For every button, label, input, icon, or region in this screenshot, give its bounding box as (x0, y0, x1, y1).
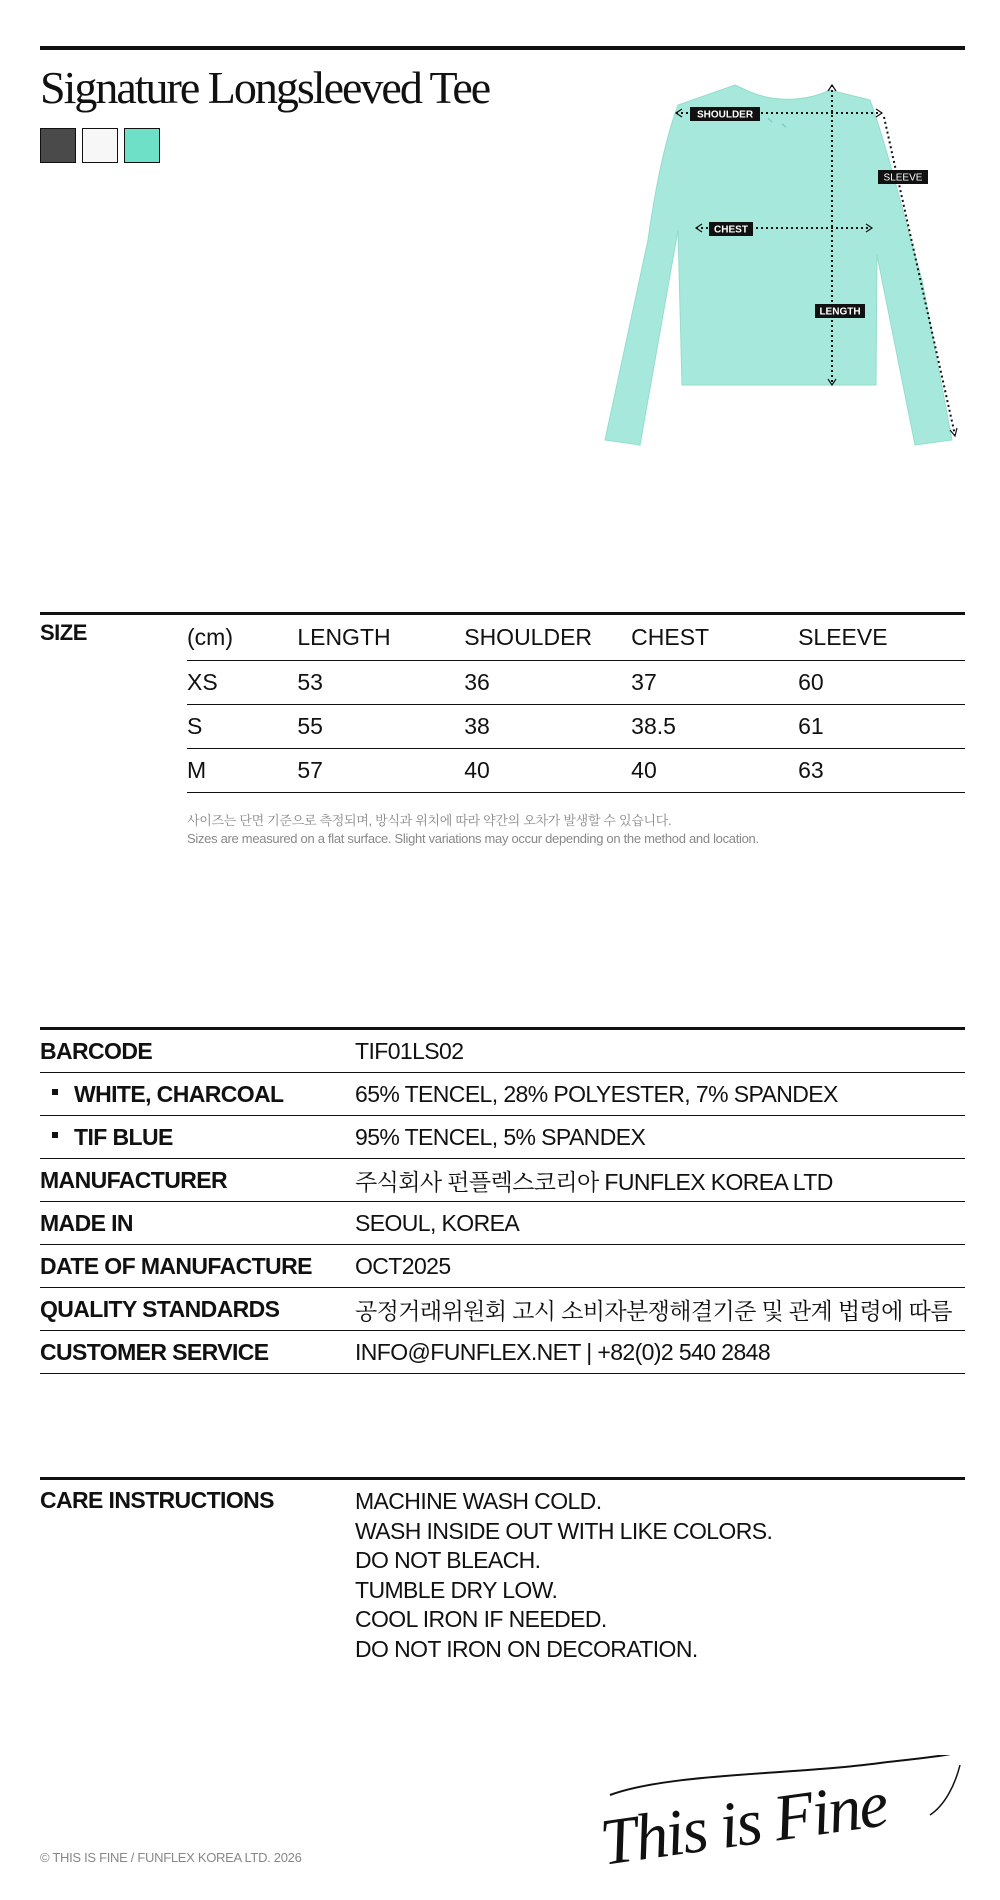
spec-key: QUALITY STANDARDS (40, 1295, 280, 1322)
shoulder-value: 40 (464, 757, 490, 783)
product-spec-table (40, 1030, 965, 1374)
header-sleeve: SLEEVE (798, 624, 888, 650)
bullet-icon (52, 1089, 58, 1095)
sleeve-label: SLEEVE (883, 172, 923, 184)
swatch-tif-blue[interactable] (124, 128, 160, 163)
size-row-xs (187, 661, 965, 705)
swatch-charcoal[interactable] (40, 128, 76, 163)
spec-row-white-charcoal (40, 1073, 965, 1116)
spec-row-manufacturer (40, 1159, 965, 1202)
care-line: TUMBLE DRY LOW. (355, 1576, 558, 1603)
spec-value: 공정거래위원회 고시 소비자분쟁해결기준 및 관계 법령에 따름 (355, 1297, 952, 1324)
size-table-header (187, 615, 965, 661)
care-line: DO NOT BLEACH. (355, 1547, 541, 1573)
spec-value: OCT2025 (355, 1252, 451, 1279)
care-section-rule (40, 1477, 965, 1480)
care-line: WASH INSIDE OUT WITH LIKE COLORS. (355, 1517, 773, 1544)
header-length: LENGTH (297, 624, 391, 650)
spec-key: MANUFACTURER (40, 1166, 228, 1193)
spec-value: 65% TENCEL, 28% POLYESTER, 7% SPANDEX (355, 1080, 838, 1107)
top-rule (40, 46, 965, 50)
size-note-korean: 사이즈는 단면 기준으로 측정되며, 방식과 위치에 따라 약간의 오차가 발생할 수 있습니다. (187, 813, 672, 828)
header-unit: (cm) (187, 624, 233, 650)
spec-row-tif-blue (40, 1116, 965, 1159)
shoulder-value: 38 (464, 713, 490, 739)
spec-value: INFO@FUNFLEX.NET | +82(0)2 540 2848 (355, 1338, 771, 1365)
sleeve-value: 60 (798, 669, 824, 695)
length-value: 53 (297, 669, 323, 695)
size-row-m (187, 749, 965, 793)
product-title: Signature Longsleeved Tee (40, 62, 490, 113)
size-label: SIZE (40, 620, 87, 645)
spec-value: 주식회사 펀플렉스코리아 FUNFLEX KOREA LTD (355, 1168, 833, 1195)
care-line: MACHINE WASH COLD. (355, 1488, 602, 1514)
size-name: XS (187, 669, 218, 695)
chest-value: 38.5 (631, 713, 676, 739)
bullet-icon (52, 1132, 58, 1138)
care-line: DO NOT IRON ON DECORATION. (355, 1635, 698, 1662)
chest-label: CHEST (714, 224, 748, 236)
care-instructions-list (355, 1487, 772, 1664)
care-instructions-label: CARE INSTRUCTIONS (40, 1487, 274, 1513)
spec-key: CUSTOMER SERVICE (40, 1338, 269, 1365)
length-value: 55 (297, 713, 323, 739)
garment-measurement-diagram (600, 80, 970, 450)
spec-key: MADE IN (40, 1209, 133, 1236)
spec-key: DATE OF MANUFACTURE (40, 1252, 312, 1279)
spec-key-text: TIF BLUE (74, 1123, 173, 1150)
length-value: 57 (297, 757, 323, 783)
shoulder-label: SHOULDER (696, 109, 754, 121)
care-line: COOL IRON IF NEEDED. (355, 1606, 607, 1632)
chest-value: 37 (631, 669, 657, 695)
swatch-white[interactable] (82, 128, 118, 163)
spec-row-customer-service (40, 1331, 965, 1374)
spec-row-barcode (40, 1030, 965, 1073)
size-note-english: Sizes are measured on a flat surface. Slight variations may occur depending on the method and location. (187, 831, 759, 846)
logo-script: This is Fine (595, 1767, 891, 1880)
header-shoulder: SHOULDER (464, 624, 593, 650)
copyright-text: © THIS IS FINE / FUNFLEX KOREA LTD. 2026 (40, 1850, 302, 1865)
spec-key (40, 1081, 355, 1108)
spec-value: TIF01LS02 (355, 1037, 464, 1064)
spec-key-text: WHITE, CHARCOAL (74, 1080, 284, 1107)
spec-key: BARCODE (40, 1037, 153, 1064)
size-row-s (187, 705, 965, 749)
spec-row-date (40, 1245, 965, 1288)
header-chest: CHEST (631, 624, 710, 650)
tee-body-shape (605, 85, 952, 445)
spec-row-made-in (40, 1202, 965, 1245)
size-table (187, 615, 965, 793)
color-swatches (40, 128, 160, 163)
spec-key (40, 1124, 355, 1151)
shoulder-value: 36 (464, 669, 490, 695)
chest-value: 40 (631, 757, 657, 783)
sleeve-value: 63 (798, 757, 824, 783)
sleeve-value: 61 (798, 713, 824, 739)
spec-value: 95% TENCEL, 5% SPANDEX (355, 1123, 646, 1150)
this-is-fine-logo (590, 1755, 970, 1880)
length-label: LENGTH (819, 306, 861, 318)
size-name: M (187, 757, 207, 783)
size-note (187, 812, 759, 848)
spec-row-quality (40, 1288, 965, 1331)
spec-value: SEOUL, KOREA (355, 1209, 520, 1236)
size-name: S (187, 713, 203, 739)
